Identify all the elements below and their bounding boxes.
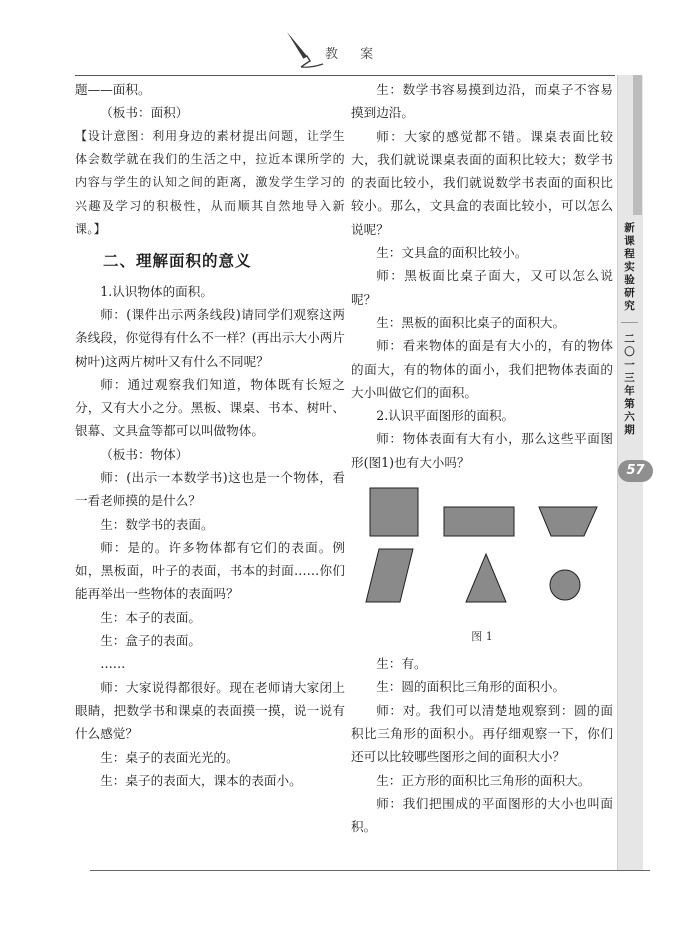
- paragraph: 生：有。: [376, 656, 427, 672]
- issue-char: 第: [624, 398, 635, 410]
- paragraph: 师：我们把围成的平面图形的大小也叫面积。: [351, 795, 613, 835]
- paragraph: 题——面积。: [75, 82, 151, 97]
- paragraph: 生：盒子的表面。: [100, 633, 201, 649]
- paragraph: 师：(课件出示两条线段)请同学们观察这两条线段，你觉得有什么不一样？(再出示大小两片树叶)这两片树叶又有什么不同呢？: [75, 306, 345, 369]
- paragraph: 生：文具盒的面积比较小。: [376, 245, 528, 261]
- journal-name-char: 研: [624, 287, 635, 299]
- left-column: [75, 78, 345, 792]
- sidebar-divider: [617, 313, 642, 333]
- pen-icon: [283, 30, 325, 68]
- journal-info: [617, 222, 642, 437]
- paragraph: 生：数学书的表面。: [100, 516, 214, 532]
- parallelogram-shape: [366, 549, 413, 602]
- footer-rule: [90, 870, 650, 871]
- paragraph: 生：本子的表面。: [100, 609, 201, 625]
- journal-name-char: 究: [624, 300, 635, 312]
- paragraph: 生：正方形的面积比三角形的面积大。: [376, 772, 591, 788]
- triangle-shape: [466, 554, 506, 602]
- year-char: 二: [624, 333, 635, 345]
- paragraph: ……: [100, 656, 126, 672]
- paragraph: 师：大家说得都很好。现在老师请大家闭上眼睛，把数学书和课桌的表面摸一摸，说一说有什么感觉？: [75, 679, 345, 742]
- paragraph: 师：对。我们可以清楚地观察到：圆的面积比三角形的面积小。再仔细观察一下，你们还可以比较哪些图形之间的面积大小？: [351, 702, 613, 765]
- paragraph: 生：桌子的表面大，课本的表面小。: [100, 772, 302, 788]
- issue-char: 六: [624, 411, 635, 423]
- paragraph: 师：(出示一本数学书)这也是一个物体，看一看老师摸的是什么？: [75, 470, 345, 509]
- year-char: 一: [624, 359, 635, 371]
- paragraph: 师：通过观察我们知道，物体既有长短之分，又有大小之分。黑板、课桌、书本、树叶、银幕、文具盒等都可以叫做物体。: [75, 376, 345, 439]
- rectangle-shape: [444, 507, 514, 536]
- paragraph: 师：物体表面有大有小，那么这些平面图形(图1)也有大小吗？: [351, 431, 613, 470]
- paragraph: 生：桌子的表面光光的。: [100, 749, 239, 765]
- header-title: 教 案: [325, 47, 383, 62]
- header-rule: [75, 75, 615, 76]
- issue-char: 期: [624, 424, 635, 436]
- journal-name-char: 验: [624, 274, 635, 286]
- figure-caption: 图 1: [471, 630, 493, 644]
- journal-name-char: 程: [624, 248, 635, 260]
- section-title: 二、理解面积的意义: [103, 251, 252, 270]
- paragraph: （板书：物体）: [100, 446, 189, 462]
- journal-name-char: 课: [624, 235, 635, 247]
- right-column: [351, 78, 613, 838]
- paragraph: 师：是的。许多物体都有它们的表面。例如，黑板面，叶子的表面，书本的封面……你们能再举出一些物体的表面吗？: [75, 539, 345, 602]
- paragraph: 生：圆的面积比三角形的面积小。: [376, 679, 566, 695]
- year-char: 年: [624, 385, 635, 397]
- journal-name-char: 实: [624, 261, 635, 273]
- paragraph: （板书：面积）: [100, 105, 189, 121]
- paragraph: 师：大家的感觉都不错。课桌表面比较大，我们就说课桌表面的面积比较大；数学书的表面比较小，我们就说数学书表面的面积比较小。那么，文具盒的表面比较小，可以怎么说呢？: [351, 128, 613, 237]
- design-note: 【设计意图：利用身边的素材提出问题，让学生体会数学就在我们的生活之中，拉近本课所学的内容与学生的认知之间的距离，激发学生学习的兴趣及学习的积极性，从而顺其自然地导入新课。】: [75, 128, 345, 237]
- paragraph: 1.认识物体的面积。: [100, 283, 213, 299]
- year-char: 〇: [624, 346, 635, 358]
- page-number: 57: [618, 460, 653, 482]
- sidebar-accent: [633, 75, 642, 215]
- paragraph: 生：数学书容易摸到边沿，而桌子不容易摸到边沿。: [351, 82, 613, 121]
- circle-shape: [550, 570, 580, 600]
- paragraph: 2.认识平面图形的面积。: [376, 408, 515, 424]
- year-char: 三: [624, 372, 635, 384]
- journal-name-char: 新: [624, 222, 635, 234]
- figure-1: [351, 478, 613, 628]
- page-header: [0, 0, 680, 75]
- paragraph: 生：黑板的面积比桌子的面积大。: [376, 314, 566, 330]
- paragraph: 师：黑板面比桌子面大，又可以怎么说呢？: [351, 268, 613, 307]
- paragraph: 师：看来物体的面是有大小的，有的物体的面大，有的物体的面小，我们把物体表面的大小叫做它们的面积。: [351, 338, 613, 400]
- square-shape: [370, 488, 418, 536]
- trapezoid-shape: [539, 507, 597, 536]
